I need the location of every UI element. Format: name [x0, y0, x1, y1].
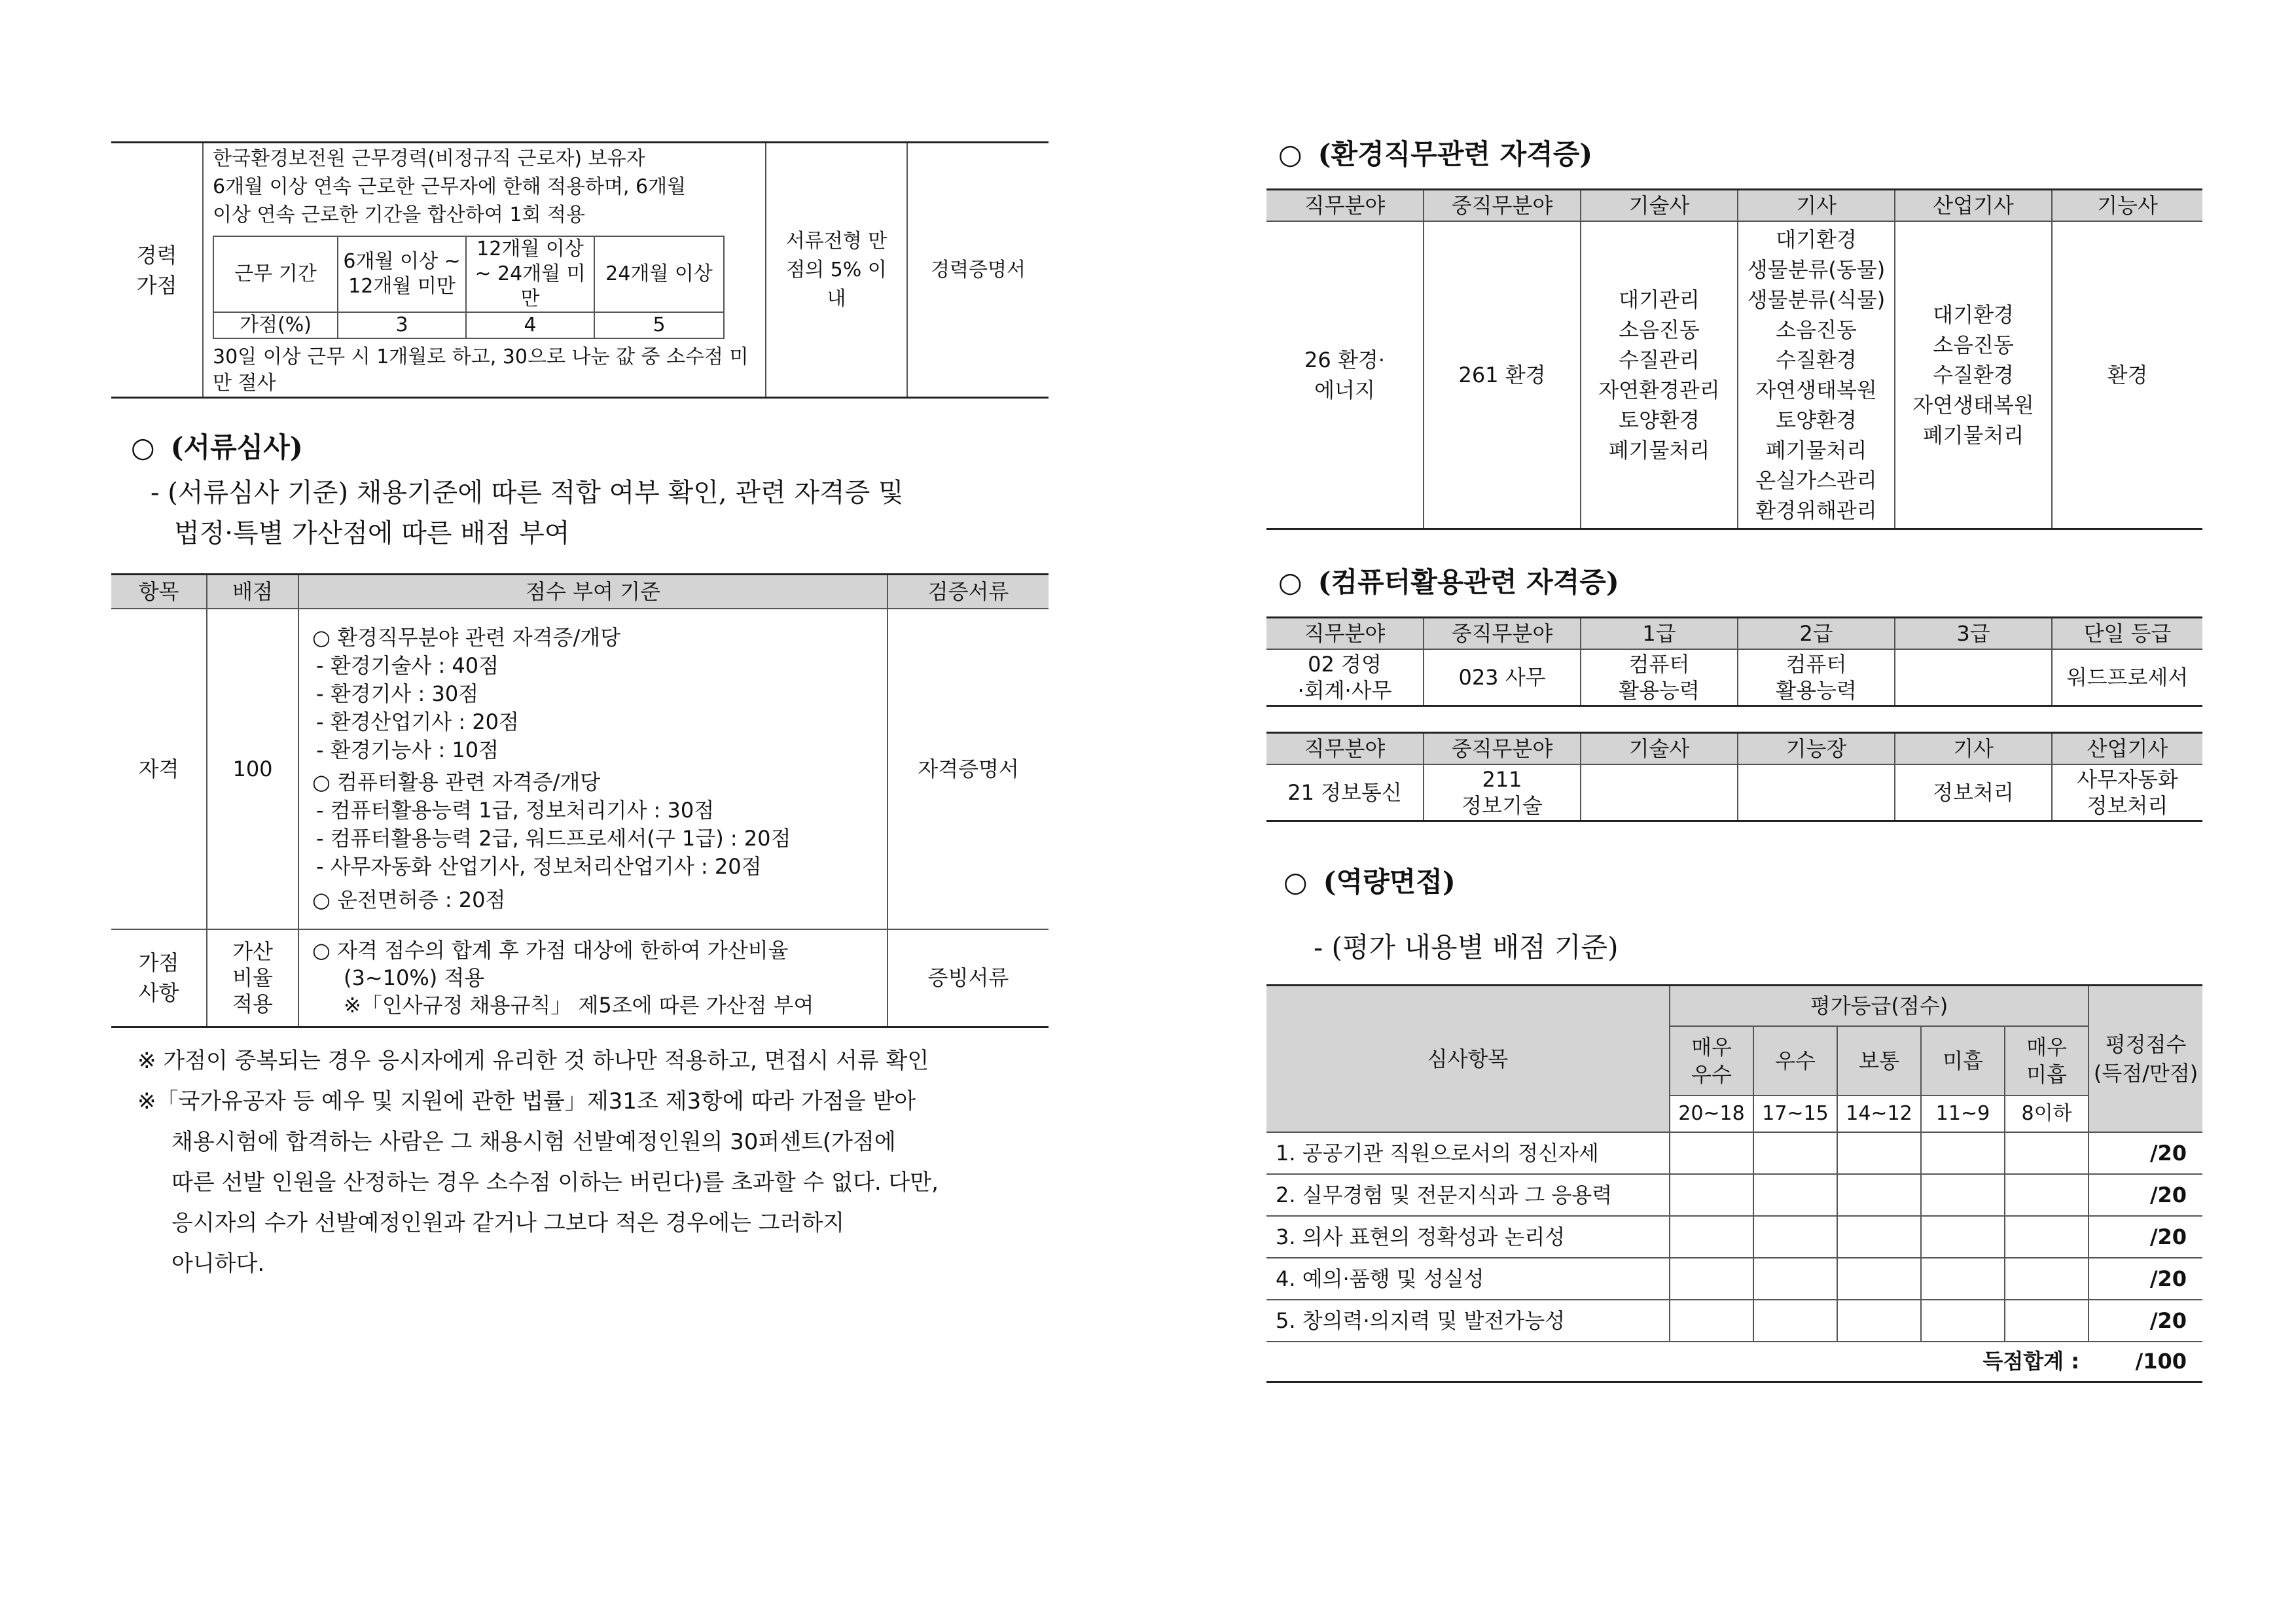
circle-icon: ○: [1278, 138, 1302, 170]
criteria-line: ○ 운전면허증 : 20점: [312, 887, 506, 912]
grade-header: 평가등급(점수): [1670, 986, 2089, 1026]
note-line: ※ 가점이 중복되는 경우 응시자에게 유리한 것 하나만 적용하고, 면접시 서류 확인: [137, 1048, 929, 1074]
grade-cell: [1837, 1216, 1921, 1258]
grade-label: 보통: [1837, 1026, 1921, 1096]
env-engineer-list: 대기환경 생물분류(동물) 생물분류(식물) 소음진동 수질환경 자연생태복원 토양환경 폐기물처리 온실가스관리 환경위해관리: [1738, 221, 1895, 529]
grade-cell: [1753, 1132, 1837, 1174]
career-line: 한국환경보전원 근무경력(비정규직 근로자) 보유자: [213, 147, 645, 170]
comp-header: 직무분야: [1266, 618, 1424, 650]
env-header: 기술사: [1581, 190, 1738, 222]
comp-cell: 컴퓨터 활용능력: [1581, 649, 1738, 705]
grade-range: 11~9: [1921, 1096, 2005, 1132]
grade-cell: [1837, 1300, 1921, 1342]
header-criteria: 점수 부여 기준: [298, 575, 888, 609]
comp-header: 기사: [1895, 733, 2052, 765]
comp-cell: 정보처리: [1895, 764, 2052, 821]
doc-review-notes: [137, 1041, 1049, 1284]
doc-review-desc-line: - (서류심사 기준) 채용기준에 따른 적합 여부 확인, 관련 자격증 및: [151, 478, 904, 508]
grade-cell: [1837, 1132, 1921, 1174]
criteria-line: ○ 환경직무분야 관련 자격증/개당: [312, 624, 621, 650]
env-cert-title: ○ (환경직무관련 자격증): [1278, 138, 1593, 170]
item-label: 4. 예의·품행 및 성실성: [1266, 1258, 1670, 1300]
grade-cell: [1921, 1132, 2005, 1174]
career-line: 이상 연속 근로한 기간을 합산하여 1회 적용: [213, 204, 585, 226]
career-period-table: [213, 236, 725, 339]
career-line: 6개월 이상 연속 근로한 근무자에 한해 적용하며, 6개월: [213, 175, 687, 198]
env-header: 기능사: [2052, 190, 2202, 222]
comp-cell: [1895, 649, 2052, 705]
comp-header: 산업기사: [2052, 733, 2202, 765]
period-header: 6개월 이상 ~ 12개월 미만: [338, 236, 466, 312]
bonus-line: (3~10%) 적용: [344, 965, 485, 991]
circle-icon: ○: [131, 431, 155, 463]
criteria-line: - 컴퓨터활용능력 1급, 정보처리기사 : 30점: [316, 797, 715, 823]
comp-header: 2급: [1738, 618, 1895, 650]
total-score: /100: [2089, 1342, 2202, 1382]
grade-range: 14~12: [1837, 1096, 1921, 1132]
grade-cell: [1670, 1300, 1753, 1342]
grade-cell: [1670, 1174, 1753, 1216]
env-tech-list: 대기관리 소음진동 수질관리 자연환경관리 토양환경 폐기물처리: [1581, 221, 1738, 529]
period-value: 3: [338, 312, 466, 338]
doc-review-table: [111, 573, 1049, 1028]
env-cert-table: [1266, 188, 2202, 530]
interview-subtitle: - (평가 내용별 배점 기준): [1314, 931, 1619, 963]
comp-cell: 사무자동화 정보처리: [2052, 764, 2202, 821]
env-header: 산업기사: [1895, 190, 2052, 222]
comp-cell: 211 정보기술: [1424, 764, 1581, 821]
env-craftsman: 환경: [2052, 221, 2202, 529]
item-score: /20: [2089, 1216, 2202, 1258]
grade-cell: [1837, 1174, 1921, 1216]
grade-cell: [1753, 1174, 1837, 1216]
circle-icon: ○: [1278, 566, 1302, 598]
qual-score: 100: [207, 609, 298, 929]
comp-cert-table-1: [1266, 616, 2202, 707]
qual-label: 자격: [111, 609, 207, 929]
doc-review-desc: [151, 473, 904, 554]
item-label: 3. 의사 표현의 정확성과 논리성: [1266, 1216, 1670, 1258]
item-label: 5. 창의력·의지력 및 발전가능성: [1266, 1300, 1670, 1342]
qual-doc: 자격증명서: [888, 609, 1049, 929]
comp-cert-table-2: [1266, 732, 2202, 822]
criteria-line: - 사무자동화 산업기사, 정보처리산업기사 : 20점: [316, 853, 762, 879]
grade-cell: [1753, 1216, 1837, 1258]
career-label: 경력 가점: [111, 143, 203, 398]
grade-cell: [2005, 1216, 2089, 1258]
score-header: 평정점수 (득점/만점): [2089, 986, 2202, 1132]
grade-label: 매우 미흡: [2005, 1026, 2089, 1096]
comp-header: 기술사: [1581, 733, 1738, 765]
comp-cell: 워드프로세서: [2052, 649, 2202, 705]
comp-cell: 023 사무: [1424, 649, 1581, 705]
criteria-line: ○ 컴퓨터활용 관련 자격증/개당: [312, 769, 601, 794]
grade-cell: [2005, 1258, 2089, 1300]
comp-header: 3급: [1895, 618, 2052, 650]
env-field: 26 환경· 에너지: [1266, 221, 1424, 529]
total-label: 득점합계 :: [1266, 1342, 2089, 1382]
period-header: 12개월 이상 ~ 24개월 미만: [466, 236, 594, 312]
item-header: 심사항목: [1266, 986, 1670, 1132]
note-line: 따른 선발 인원을 산정하는 경우 소수점 이하는 버린다)를 초과할 수 없다. 다만,: [171, 1169, 939, 1196]
comp-cert-title: ○ (컴퓨터활용관련 자격증): [1278, 566, 1619, 598]
comp-header: 중직무분야: [1424, 618, 1581, 650]
comp-header: 중직무분야: [1424, 733, 1581, 765]
bonus-doc: 증빙서류: [888, 929, 1049, 1027]
career-tail: 30일 이상 근무 시 1개월로 하고, 30으로 나눈 값 중 소수점 미만 절사: [213, 346, 749, 395]
note-line: 아니하다.: [171, 1251, 265, 1277]
grade-label: 우수: [1753, 1026, 1837, 1096]
period-header: 24개월 이상: [594, 236, 724, 312]
grade-cell: [2005, 1174, 2089, 1216]
grade-cell: [1670, 1216, 1753, 1258]
bonus-line: ○ 자격 점수의 합계 후 가점 대상에 한하여 가산비율: [312, 938, 789, 963]
comp-header: 기능장: [1738, 733, 1895, 765]
header-score: 배점: [207, 575, 298, 609]
circle-icon: ○: [1283, 866, 1308, 898]
period-value: 가점(%): [213, 312, 338, 338]
grade-label: 매우 우수: [1670, 1026, 1753, 1096]
criteria-line: - 컴퓨터활용능력 2급, 워드프로세서(구 1급) : 20점: [316, 825, 791, 851]
comp-header: 단일 등급: [2052, 618, 2202, 650]
period-value: 4: [466, 312, 594, 338]
grade-cell: [1753, 1258, 1837, 1300]
criteria-line: - 환경산업기사 : 20점: [316, 709, 519, 734]
grade-cell: [1670, 1132, 1753, 1174]
doc-review-title: ○ (서류심사): [131, 431, 303, 463]
grade-cell: [2005, 1300, 2089, 1342]
grade-cell: [1921, 1258, 2005, 1300]
bonus-line: ※「인사규정 채용규칙」 제5조에 따른 가산점 부여: [344, 993, 814, 1018]
period-value: 5: [594, 312, 724, 338]
env-industrial-list: 대기환경 소음진동 수질환경 자연생태복원 폐기물처리: [1895, 221, 2052, 529]
career-bonus-table: [111, 141, 1049, 399]
grade-cell: [1921, 1300, 2005, 1342]
grade-label: 미흡: [1921, 1026, 2005, 1096]
interview-table: [1266, 984, 2202, 1383]
item-label: 2. 실무경험 및 전문지식과 그 응용력: [1266, 1174, 1670, 1216]
header-doc: 검증서류: [888, 575, 1049, 609]
bonus-label: 가점 사항: [111, 929, 207, 1027]
criteria-line: - 환경기능사 : 10점: [316, 737, 499, 762]
item-score: /20: [2089, 1300, 2202, 1342]
comp-header: 1급: [1581, 618, 1738, 650]
grade-cell: [1670, 1258, 1753, 1300]
note-line: 채용시험에 합격하는 사람은 그 채용시험 선발예정인원의 30퍼센트(가점에: [171, 1129, 896, 1155]
env-header: 중직무분야: [1424, 190, 1581, 222]
bonus-score: 가산 비율 적용: [207, 929, 298, 1027]
grade-cell: [1921, 1216, 2005, 1258]
item-label: 1. 공공기관 직원으로서의 정신자세: [1266, 1132, 1670, 1174]
doc-review-desc-line: 법정·특별 가산점에 따른 배점 부여: [174, 518, 570, 548]
criteria-line: - 환경기술사 : 40점: [316, 652, 499, 678]
item-score: /20: [2089, 1174, 2202, 1216]
interview-title: ○ (역량면접): [1283, 866, 1456, 898]
env-subfield: 261 환경: [1424, 221, 1581, 529]
grade-range: 8이하: [2005, 1096, 2089, 1132]
comp-cell: 컴퓨터 활용능력: [1738, 649, 1895, 705]
item-score: /20: [2089, 1258, 2202, 1300]
grade-range: 17~15: [1753, 1096, 1837, 1132]
comp-cell: 02 경영 ·회계·사무: [1266, 649, 1424, 705]
note-line: 응시자의 수가 선발예정인원과 같거나 그보다 적은 경우에는 그러하지: [171, 1210, 845, 1236]
grade-cell: [2005, 1132, 2089, 1174]
comp-header: 직무분야: [1266, 733, 1424, 765]
career-doc: 경력증명서: [907, 143, 1049, 398]
criteria-line: - 환경기사 : 30점: [316, 681, 479, 706]
comp-cell: 21 정보통신: [1266, 764, 1424, 821]
grade-cell: [1837, 1258, 1921, 1300]
comp-cell: [1581, 764, 1738, 821]
career-limit: 서류전형 만점의 5% 이내: [766, 143, 907, 398]
grade-range: 20~18: [1670, 1096, 1753, 1132]
comp-cell: [1738, 764, 1895, 821]
item-score: /20: [2089, 1132, 2202, 1174]
env-header: 직무분야: [1266, 190, 1424, 222]
note-line: ※「국가유공자 등 예우 및 지원에 관한 법률」제31조 제3항에 따라 가점을 받아: [137, 1088, 916, 1115]
env-header: 기사: [1738, 190, 1895, 222]
grade-cell: [1753, 1300, 1837, 1342]
grade-cell: [1921, 1174, 2005, 1216]
period-header: 근무 기간: [213, 236, 338, 312]
header-item: 항목: [111, 575, 207, 609]
